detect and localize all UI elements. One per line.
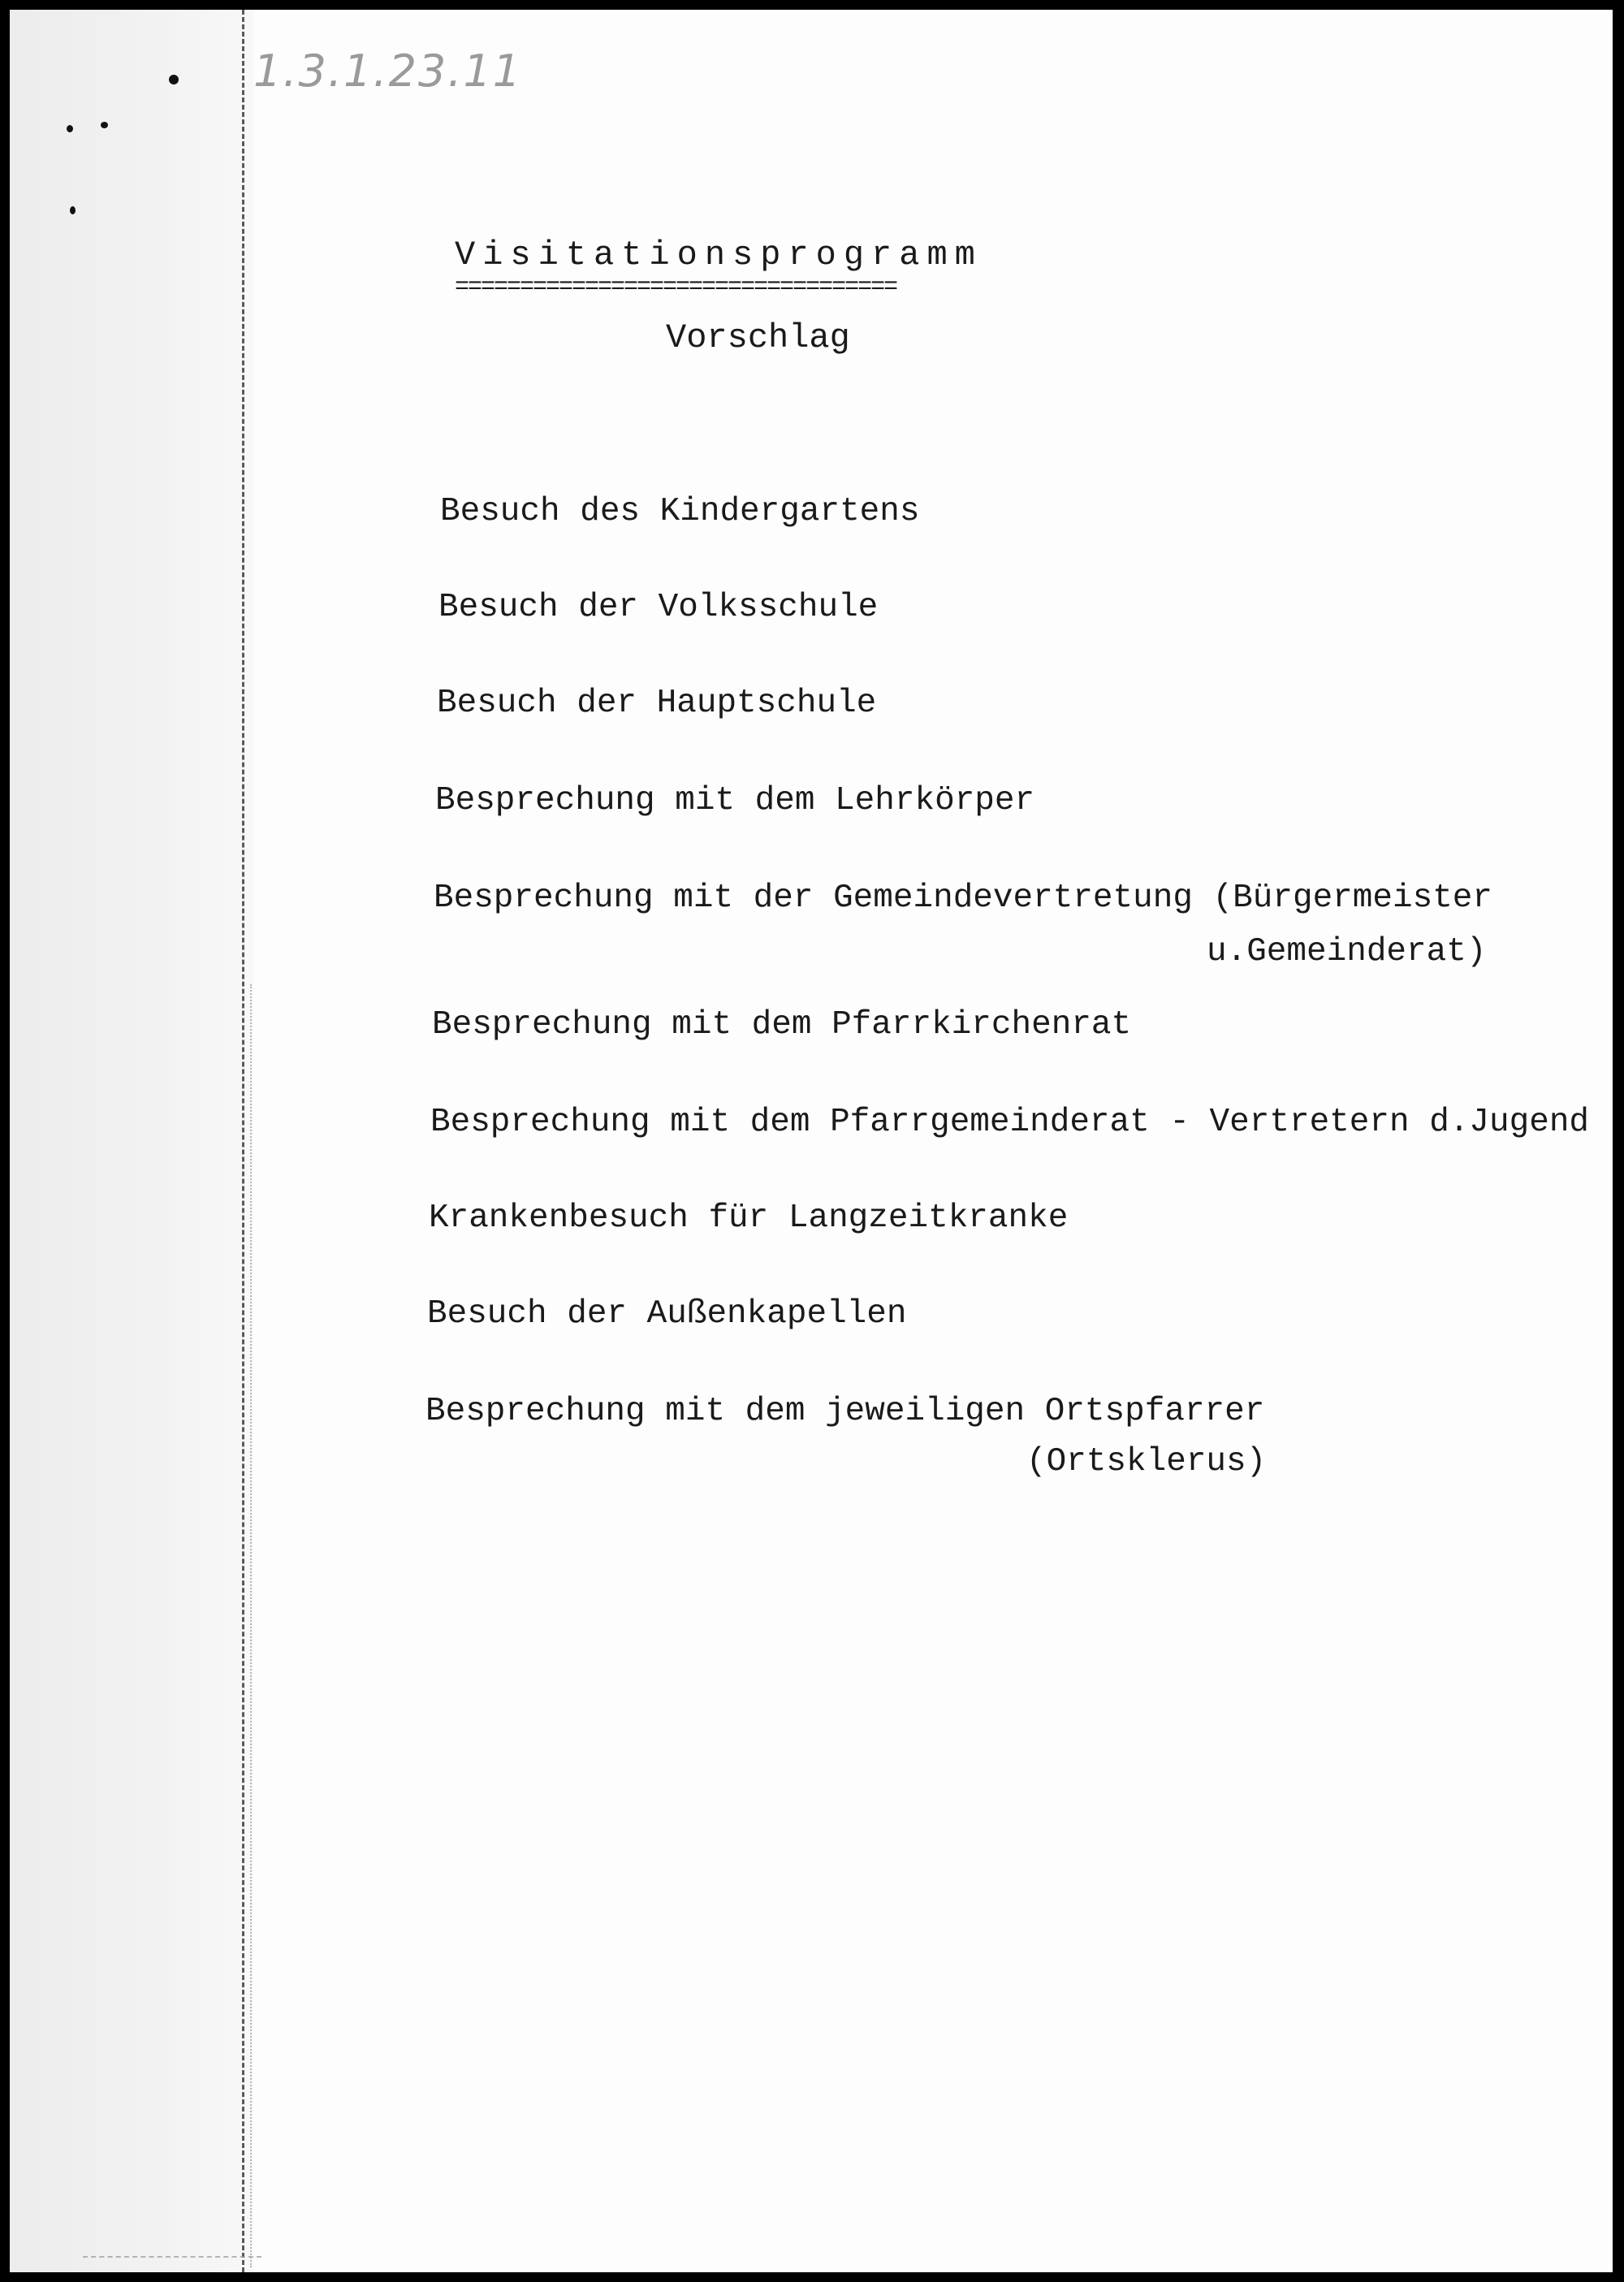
list-item: Besprechung mit der Gemeindevertretung (Bürgermeister	[434, 880, 1493, 917]
perforation-line	[242, 10, 244, 2272]
document-title: Visitationsprogramm	[455, 236, 983, 274]
list-item: Besprechung mit dem jeweiligen Ortspfarrer	[425, 1393, 1265, 1430]
archive-number: 1.3.1.23.11	[253, 45, 523, 97]
perforation-line-secondary	[250, 984, 252, 2267]
list-item: Krankenbesuch für Langzeitkranke	[429, 1199, 1069, 1237]
document-page	[10, 10, 1613, 2272]
document-subtitle: Vorschlag	[666, 318, 850, 357]
list-item: Besuch der Volksschule	[438, 589, 879, 626]
punch-hole-mark	[70, 206, 76, 214]
punch-hole-mark	[169, 75, 179, 84]
punch-hole-mark	[101, 122, 108, 128]
scan-margin-shadow	[10, 10, 253, 2272]
list-item: Besprechung mit dem Lehrkörper	[435, 782, 1035, 819]
title-double-underline: ==================================	[455, 274, 897, 301]
list-item: Besuch der Hauptschule	[437, 685, 877, 722]
punch-hole-mark	[67, 125, 73, 132]
list-item: Besprechung mit dem Pfarrkirchenrat	[432, 1006, 1132, 1044]
list-item-continuation: u.Gemeinderat)	[1207, 933, 1487, 970]
bottom-edge-mark	[83, 2256, 261, 2258]
list-item: Besprechung mit dem Pfarrgemeinderat - Vertretern d.Jugend	[430, 1104, 1590, 1141]
list-item-continuation: (Ortsklerus)	[1026, 1443, 1267, 1480]
list-item: Besuch des Kindergartens	[440, 493, 920, 530]
list-item: Besuch der Außenkapellen	[427, 1295, 907, 1333]
